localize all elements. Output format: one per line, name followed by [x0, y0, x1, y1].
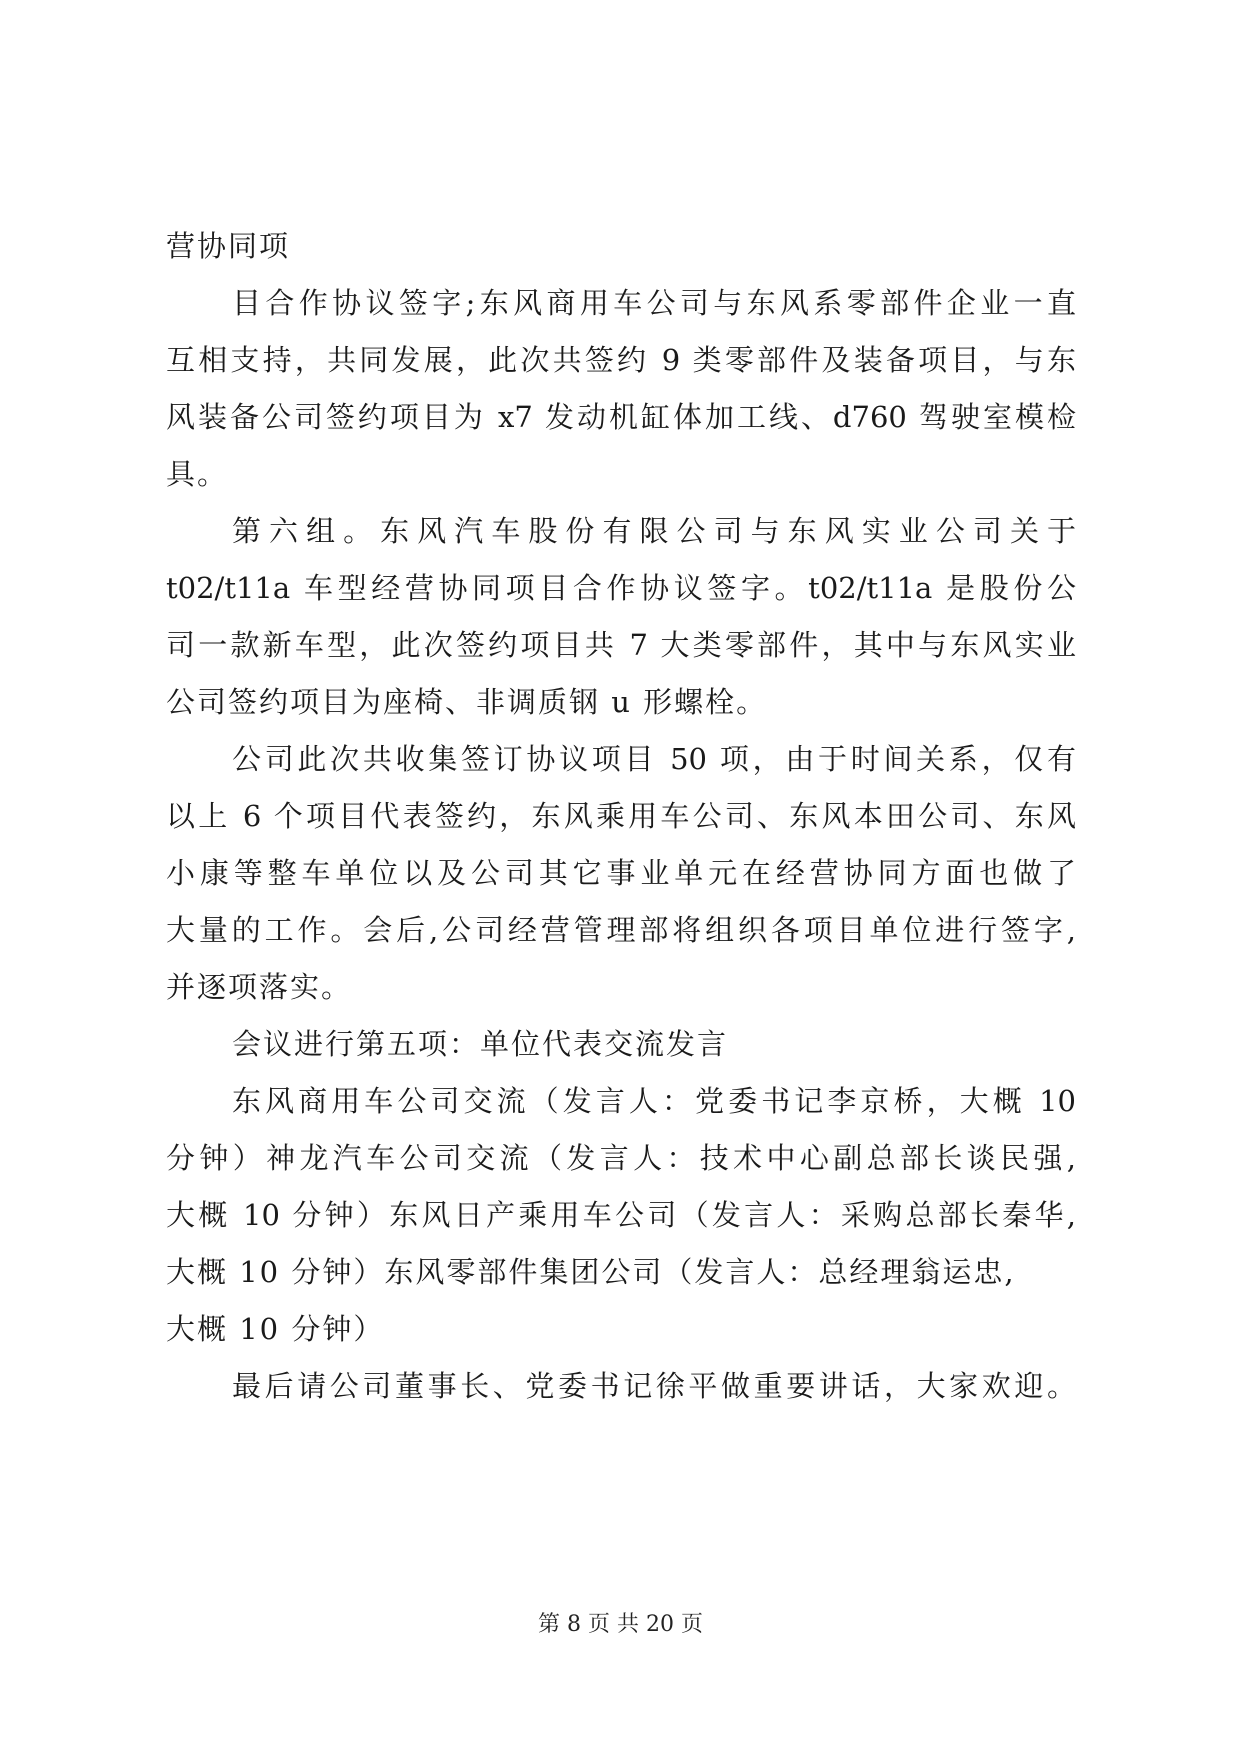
text-line: 会议进行第五项：单位代表交流发言: [232, 1027, 729, 1061]
text-line: 东风商用车公司交流（发言人：党委书记李京桥，大概 10: [232, 1084, 1076, 1118]
text-line: 小康等整车单位以及公司其它事业单元在经营协同方面也做了: [166, 856, 1076, 890]
text-line: 并逐项落实。: [166, 970, 353, 1004]
text-line: 互相支持，共同发展，此次共签约 9 类零部件及装备项目，与东: [166, 343, 1076, 377]
text-line: 大量的工作。会后,公司经营管理部将组织各项目单位进行签字,: [166, 913, 1076, 947]
text-line: 分钟）神龙汽车公司交流（发言人：技术中心副总部长谈民强,: [166, 1141, 1076, 1175]
text-line: 以上 6 个项目代表签约，东风乘用车公司、东风本田公司、东风: [166, 799, 1076, 833]
text-line: 目合作协议签字;东风商用车公司与东风系零部件企业一直: [232, 286, 1076, 320]
text-line: 公司此次共收集签订协议项目 50 项，由于时间关系，仅有: [232, 742, 1076, 776]
text-line: 司一款新车型，此次签约项目共 7 大类零部件，其中与东风实业: [166, 628, 1076, 662]
text-line: 大概 10 分钟）: [166, 1312, 385, 1346]
text-line: 大概 10 分钟）东风日产乘用车公司（发言人：采购总部长秦华,: [166, 1198, 1076, 1232]
page-number-footer: 第 8 页 共 20 页: [538, 1612, 703, 1637]
text-line: 第六组。东风汽车股份有限公司与东风实业公司关于: [232, 514, 1076, 548]
text-line: 公司签约项目为座椅、非调质钢 u 形螺栓。: [166, 685, 768, 719]
text-line: 大概 10 分钟）东风零部件集团公司（发言人：总经理翁运忠,: [166, 1255, 1016, 1289]
text-line: 最后请公司董事长、党委书记徐平做重要讲话，大家欢迎。: [232, 1369, 1076, 1403]
text-line: t02/t11a 车型经营协同项目合作协议签字。t02/t11a 是股份公: [166, 571, 1076, 605]
text-line: 风装备公司签约项目为 x7 发动机缸体加工线、d760 驾驶室模检: [166, 400, 1076, 434]
text-line: 营协同项: [166, 229, 291, 263]
text-line: 具。: [166, 457, 229, 491]
